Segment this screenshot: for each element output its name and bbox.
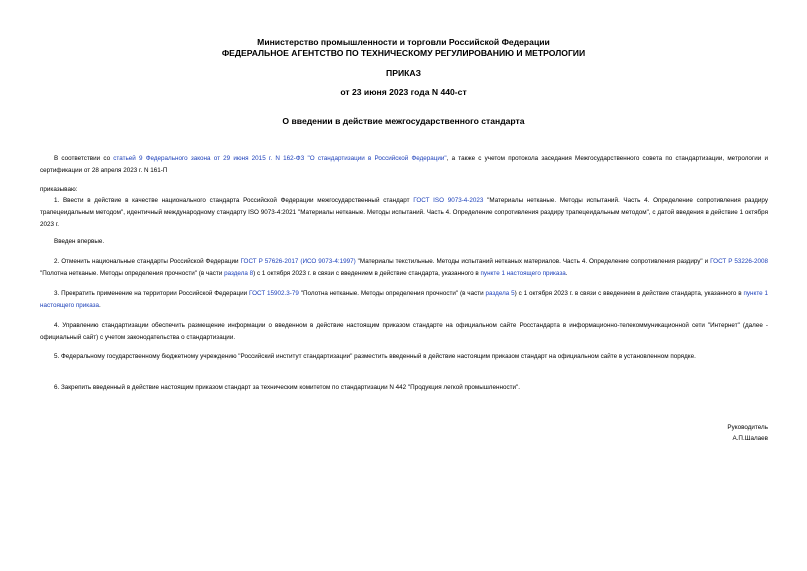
p3-text-3: ) с 1 октября 2023 г. в связи с введением в действие стандарта, указанного в bbox=[514, 290, 744, 297]
gost-iso-link[interactable]: ГОСТ ISO 9073-4-2023 bbox=[413, 197, 484, 204]
signature-role: Руководитель bbox=[727, 424, 768, 431]
p2-text-4: ) с 1 октября 2023 г. в связи с введением в действие стандарта, указанного в bbox=[253, 270, 481, 277]
p5-text: 5. Федеральному государственному бюджетному учреждению "Российский институт стандартизации" разместить введенный в действие настоящим приказом стандарт на официальном сайте в установленном порядке. bbox=[54, 353, 696, 360]
point-1-link[interactable]: пункте 1 настоящего приказа bbox=[480, 270, 566, 277]
point-1-link-2[interactable]: пункте 1 настоящего приказа bbox=[40, 290, 769, 309]
gost-57626-link[interactable]: ГОСТ Р 57626-2017 (ИСО 9073-4:1997) bbox=[240, 258, 356, 265]
order-word: приказываю: bbox=[40, 186, 78, 193]
gost-15902-link[interactable]: ГОСТ 15902.3-79 bbox=[249, 290, 299, 297]
paragraph-1 bbox=[40, 195, 768, 231]
ministry-title: Министерство промышленности и торговли Российской Федерации bbox=[257, 37, 550, 47]
p1-text-2: "Материалы нетканые. Методы испытаний. Часть 4. Определение сопротивления раздиру трапецеидальным методом", идентичный международному стандарту ISO 9073-4:2021 "Материалы нетканые. Методы испытаний. Часть 4. Определение сопротивления раздиру трапецеидальным методом", с датой введения в действие 1 октября 2023 г. bbox=[40, 197, 768, 228]
gost-53226-link[interactable]: ГОСТ Р 53226-2008 bbox=[710, 258, 768, 265]
preamble-text-2: , а также с учетом протокола заседания Межгосударственного совета по стандартизации, метрологии и сертификации от 28 апреля 2023 г. N 161-П bbox=[40, 155, 768, 174]
doc-type: ПРИКАЗ bbox=[386, 68, 421, 78]
p6-text: 6. Закрепить введенный в действие настоящим приказом стандарт за техническим комитетом по стандартизации N 442 "Продукция легкой промышленности". bbox=[54, 384, 520, 391]
preamble-paragraph bbox=[40, 153, 768, 177]
first-time-text: Введен впервые. bbox=[54, 238, 105, 245]
p2-text-5: . bbox=[565, 270, 568, 277]
p3-text-1: 3. Прекратить применение на территории Российской Федерации bbox=[54, 290, 250, 297]
p2-text-3: "Полотна нетканые. Методы определения прочности" (в части bbox=[40, 270, 225, 277]
law-link[interactable]: статьей 9 Федерального закона от 29 июня 2015 г. N 162-ФЗ "О стандартизации в Российской Федерации" bbox=[113, 155, 447, 162]
paragraph-4 bbox=[40, 320, 768, 344]
doc-date-number: от 23 июня 2023 года N 440-ст bbox=[340, 87, 467, 97]
p1-text-1: 1. Ввести в действие в качестве национального стандарта Российской Федерации межгосударственный стандарт bbox=[54, 197, 414, 204]
p2-text-1: 2. Отменить национальные стандарты Российской Федерации bbox=[54, 258, 241, 265]
p3-text-4: . bbox=[99, 302, 101, 309]
section-5-link[interactable]: раздела 5 bbox=[485, 290, 515, 297]
signature-name: А.П.Шалаев bbox=[732, 435, 768, 442]
first-time-note bbox=[40, 236, 768, 248]
paragraph-2 bbox=[40, 256, 768, 280]
preamble-text-1: В соответствии со bbox=[54, 155, 114, 162]
agency-title: ФЕДЕРАЛЬНОЕ АГЕНТСТВО ПО ТЕХНИЧЕСКОМУ РЕГУЛИРОВАНИЮ И МЕТРОЛОГИИ bbox=[221, 48, 586, 58]
paragraph-5 bbox=[40, 351, 768, 363]
paragraph-3 bbox=[40, 288, 768, 312]
p3-text-2: "Полотна нетканые. Методы определения прочности" (в части bbox=[298, 290, 486, 297]
paragraph-6 bbox=[40, 382, 768, 394]
doc-subject: О введении в действие межгосударственного стандарта bbox=[282, 116, 525, 126]
p2-text-2: "Материалы текстильные. Методы испытаний нетканых материалов. Часть 4. Определение сопротивления раздиру" и bbox=[355, 258, 711, 265]
section-8-link[interactable]: раздела 8 bbox=[224, 270, 254, 277]
p4-text: 4. Управлению стандартизации обеспечить размещение информации о введенном в действие настоящим приказом стандарте на официальном сайте Росстандарта в информационно-телекоммуникационной сети "Интернет" (далее - официальный сайт) с учетом законодательства о стандартизации. bbox=[40, 322, 768, 341]
